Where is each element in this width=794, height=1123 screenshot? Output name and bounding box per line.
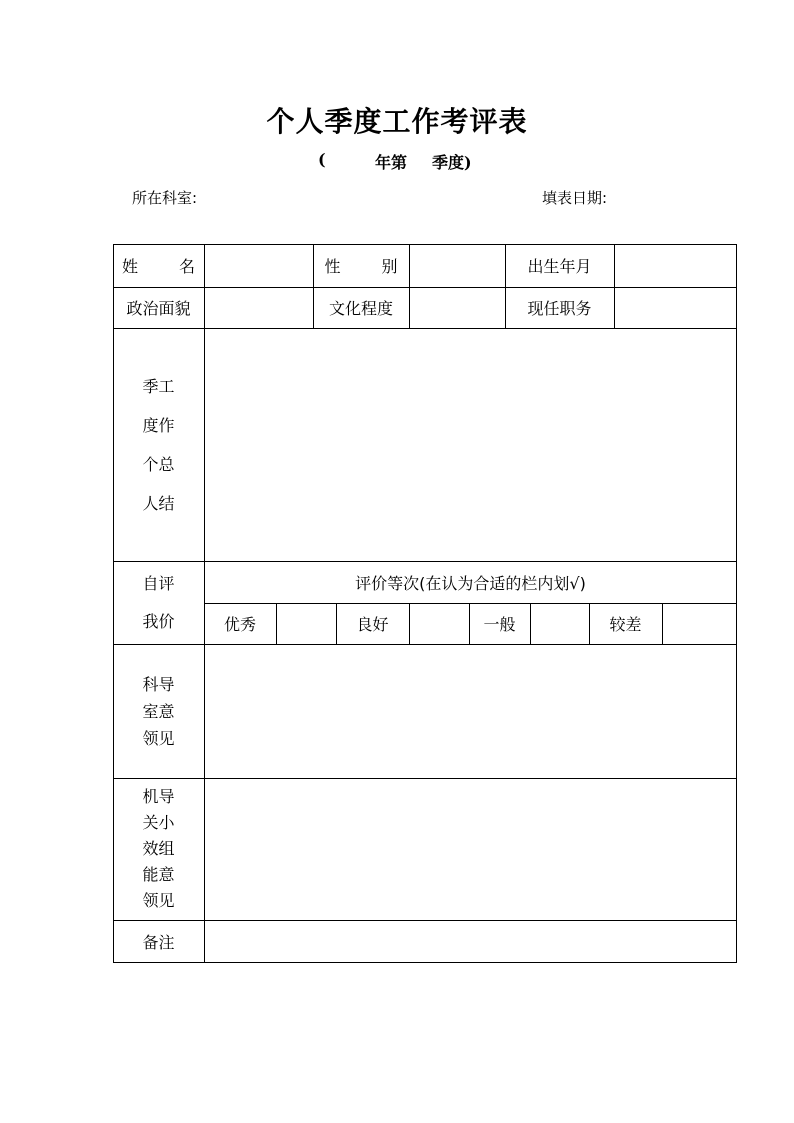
self-evaluation-label [113,561,204,644]
rating-good-label: 良好 [356,615,389,634]
gender-label: 性 别 [324,257,416,276]
period-quarter-label: 季度) [432,153,472,172]
rating-excellent-label: 优秀 [223,615,256,634]
org-opinion-label-line: 关小 [142,813,175,832]
fill-date-label: 填表日期: [542,189,608,207]
rating-average-box[interactable] [531,604,589,644]
department-opinion-field[interactable] [205,645,736,778]
rating-excellent-box[interactable] [277,604,336,644]
org-opinion-label-line: 机导 [142,787,175,806]
summary-label-line: 人结 [142,493,175,513]
remarks-label: 备注 [142,933,175,952]
org-opinion-label-line: 能意 [142,865,175,884]
department-label: 所在科室: [132,189,198,207]
birth-date-label: 出生年月 [527,257,592,276]
rating-average-label: 一般 [483,615,516,634]
rating-good-box[interactable] [410,604,469,644]
self-eval-label-line: 自评 [142,573,175,593]
self-eval-label-line: 我价 [142,611,175,631]
quarterly-summary-field[interactable] [205,329,736,561]
period-open-paren: ( [318,150,326,169]
summary-label-line: 度作 [142,415,175,435]
political-status-field[interactable] [205,288,313,328]
education-field[interactable] [410,288,505,328]
org-opinion-label-line: 效组 [142,839,175,858]
org-opinion-label-line: 领见 [142,891,175,910]
rating-poor-box[interactable] [663,604,736,644]
rating-header: 评价等次(在认为合适的栏内划√) [355,573,586,593]
birth-date-field[interactable] [615,245,736,287]
quarterly-summary-label [113,328,204,561]
dept-opinion-label-line: 科导 [142,674,175,694]
efficiency-group-opinion-label [113,778,204,920]
form-title: 个人季度工作考评表 [266,105,528,138]
position-field[interactable] [615,288,736,328]
political-status-label: 政治面貌 [126,299,191,318]
summary-label-line: 季工 [142,376,175,396]
efficiency-group-opinion-field[interactable] [205,779,736,920]
position-label: 现任职务 [527,299,592,318]
dept-opinion-label-line: 室意 [142,701,175,721]
name-field[interactable] [205,245,313,287]
period-year-label: 年第 [375,153,408,172]
gender-field[interactable] [410,245,505,287]
rating-poor-label: 较差 [609,615,642,634]
department-opinion-label [113,644,204,778]
education-label: 文化程度 [328,299,393,318]
summary-label-line: 个总 [142,454,175,474]
remarks-field[interactable] [205,921,736,962]
name-label: 姓 名 [121,257,214,276]
dept-opinion-label-line: 领见 [142,728,175,748]
